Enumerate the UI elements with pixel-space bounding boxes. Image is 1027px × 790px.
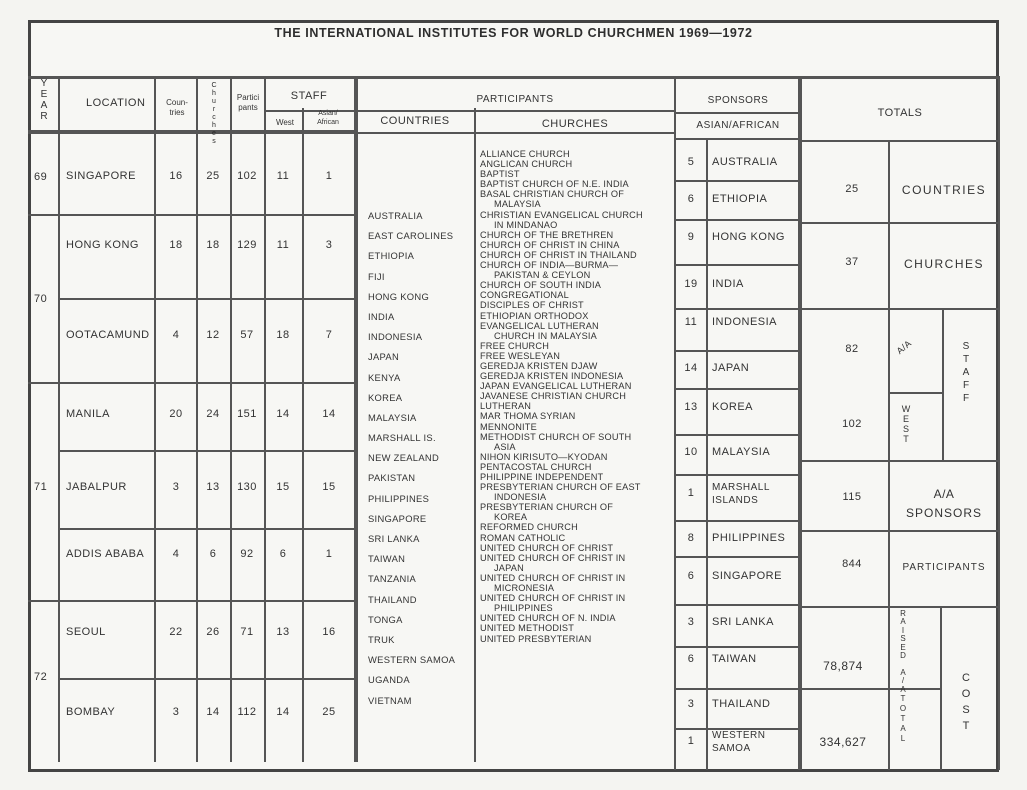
sponsor-count: 6	[687, 193, 695, 205]
church-item: NIHON KIRISUTO—KYODAN	[480, 451, 608, 462]
grid-line	[800, 76, 802, 770]
country-item: PHILIPPINES	[368, 492, 430, 504]
total-countries-value: 25	[845, 183, 859, 195]
total-churches-value: 37	[845, 256, 859, 268]
institute-west-staff: 13	[276, 626, 290, 638]
sponsor-country: AUSTRALIA	[712, 156, 778, 168]
church-item: ASIA	[494, 441, 516, 452]
country-item: JAPAN	[368, 351, 400, 363]
country-item: FIJI	[368, 270, 385, 282]
country-item: HONG KONG	[368, 290, 430, 302]
sponsor-count: 9	[687, 231, 695, 243]
year-header: Y E A R	[40, 78, 48, 122]
institute-west-staff: 15	[276, 481, 290, 493]
grid-line	[800, 460, 999, 462]
aa-staff-label: A/A	[894, 338, 914, 356]
grid-line	[888, 140, 890, 770]
church-item: JAVANESE CHRISTIAN CHURCH	[480, 391, 627, 402]
grid-line	[28, 600, 354, 602]
participants-header-line1: Partici	[236, 93, 260, 102]
church-item: FREE CHURCH	[480, 340, 550, 351]
staff-header: STAFF	[290, 90, 328, 102]
church-item: ETHIOPIAN ORTHODOX	[480, 310, 589, 321]
institute-west-staff: 6	[279, 548, 287, 560]
total-aa-staff-value: 82	[845, 343, 859, 355]
country-item: MARSHALL IS.	[368, 432, 436, 444]
church-item: MENNONITE	[480, 421, 537, 432]
grid-line	[706, 138, 708, 770]
sponsor-country: HONG KONG	[712, 231, 785, 243]
sponsors-label-line1: A/A	[933, 487, 955, 501]
institute-countries: 22	[169, 626, 183, 638]
country-item: EAST CAROLINES	[368, 230, 454, 242]
document-title: THE INTERNATIONAL INSTITUTES FOR WORLD CHURCHMEN 1969—1972	[274, 26, 753, 40]
church-item: CHURCH OF CHRIST IN THAILAND	[480, 249, 637, 260]
church-item: CHURCH OF INDIA—BURMA—	[480, 260, 619, 271]
year-label: 69	[34, 171, 48, 183]
grid-line	[800, 222, 999, 224]
grid-line	[674, 138, 800, 140]
total-participants-label: PARTICIPANTS	[902, 562, 986, 573]
church-item: UNITED PRESBYTERIAN	[480, 633, 592, 644]
asian-african-header: ASIAN/AFRICAN	[696, 120, 780, 131]
year-label: 70	[34, 293, 48, 305]
church-item: CHURCH IN MALAYSIA	[494, 330, 597, 341]
church-item: MICRONESIA	[494, 583, 555, 594]
sponsor-country: THAILAND	[712, 698, 771, 710]
institute-churches: 26	[206, 626, 220, 638]
institute-location: BOMBAY	[66, 706, 116, 718]
total-sponsors-value: 115	[842, 491, 862, 503]
sponsor-country: PHILIPPINES	[712, 532, 786, 544]
grid-line	[674, 688, 800, 690]
church-item: GEREDJA KRISTEN INDONESIA	[480, 371, 624, 382]
institute-participants: 102	[237, 170, 257, 182]
grid-line	[58, 678, 354, 680]
institute-location: SEOUL	[66, 626, 106, 638]
countries-col-header: COUNTRIES	[380, 115, 450, 127]
institute-countries: 4	[172, 548, 180, 560]
countries-header-line1: Coun-	[166, 98, 188, 107]
church-item: UNITED CHURCH OF CHRIST IN	[480, 593, 626, 604]
country-item: ETHIOPIA	[368, 250, 415, 262]
country-item: MALAYSIA	[368, 411, 417, 423]
total-west-staff-value: 102	[842, 418, 862, 430]
grid-line	[154, 76, 156, 762]
grid-line	[674, 350, 800, 352]
institute-asian-staff: 15	[322, 481, 336, 493]
country-item: KOREA	[368, 391, 403, 403]
churches-list	[480, 149, 643, 644]
grid-line	[302, 108, 304, 762]
country-item: VIETNAM	[368, 694, 412, 706]
institute-asian-staff: 1	[325, 170, 333, 182]
sponsor-count: 19	[684, 278, 698, 290]
church-item: DISCIPLES OF CHRIST	[480, 300, 584, 311]
institute-west-staff: 11	[276, 170, 290, 182]
participants-group-header: PARTICIPANTS	[476, 94, 554, 105]
institute-churches: 6	[209, 548, 217, 560]
institute-participants: 92	[240, 548, 254, 560]
sponsor-count: 11	[684, 316, 698, 328]
cost-label: C O S T	[961, 672, 971, 732]
institute-west-staff: 18	[276, 329, 290, 341]
total-cost-value: 334,627	[819, 735, 867, 749]
countries-list	[368, 210, 455, 715]
sponsor-country: TAIWAN	[712, 653, 757, 665]
institute-churches: 25	[206, 170, 220, 182]
sponsor-count: 3	[687, 616, 695, 628]
grid-line	[800, 140, 999, 142]
sponsor-count: 14	[684, 362, 698, 374]
church-item: IN MINDANAO	[494, 219, 558, 230]
country-item: UGANDA	[368, 674, 410, 686]
institute-churches: 12	[206, 329, 220, 341]
church-item: ANGLICAN CHURCH	[480, 159, 573, 170]
church-item: INDONESIA	[494, 492, 547, 503]
country-item: TANZANIA	[368, 573, 417, 585]
church-item: PAKISTAN & CEYLON	[494, 270, 591, 281]
church-item: FREE WESLEYAN	[480, 350, 561, 361]
grid-line	[28, 130, 354, 132]
sponsor-country: SRI LANKA	[712, 616, 774, 628]
church-item: BAPTIST	[480, 169, 520, 180]
grid-line	[674, 520, 800, 522]
sponsors-label-line2: SPONSORS	[905, 506, 982, 520]
sponsor-country: SINGAPORE	[712, 570, 782, 582]
church-item: JAPAN EVANGELICAL LUTHERAN	[480, 381, 632, 392]
sponsor-count: 6	[687, 570, 695, 582]
country-item: TONGA	[368, 613, 403, 625]
staff-label: S T A F F	[962, 341, 970, 404]
grid-line	[28, 76, 999, 79]
year-label: 71	[34, 481, 48, 493]
church-item: JAPAN	[494, 562, 524, 573]
church-item: CHURCH OF CHRIST IN CHINA	[480, 239, 620, 250]
sponsor-count: 1	[687, 735, 695, 747]
year-label: 72	[34, 671, 48, 683]
church-item: MAR THOMA SYRIAN	[480, 411, 576, 422]
church-item: MALAYSIA	[494, 199, 541, 210]
church-item: ALLIANCE CHURCH	[480, 149, 570, 159]
grid-line	[800, 606, 999, 608]
institute-countries: 16	[169, 170, 183, 182]
institute-asian-staff: 16	[322, 626, 336, 638]
sponsor-country: MALAYSIA	[712, 446, 771, 458]
asian-header-line1: Asian/	[318, 110, 338, 117]
church-item: KOREA	[494, 512, 528, 523]
grid-line	[800, 530, 999, 532]
institute-location: SINGAPORE	[66, 170, 136, 182]
grid-line	[942, 310, 944, 460]
sponsor-country: KOREA	[712, 401, 754, 413]
institute-asian-staff: 1	[325, 548, 333, 560]
countries-header-line2: tries	[169, 108, 185, 117]
institute-countries: 3	[172, 481, 180, 493]
grid-line	[674, 556, 800, 558]
church-item: UNITED CHURCH OF CHRIST IN	[480, 552, 626, 563]
institute-location: HONG KONG	[66, 239, 139, 251]
institute-asian-staff: 25	[322, 706, 336, 718]
institute-participants: 57	[240, 329, 254, 341]
church-item: CONGREGATIONAL	[480, 290, 569, 301]
total-participants-value: 844	[842, 558, 862, 570]
country-item: WESTERN SAMOA	[368, 654, 456, 666]
country-item: INDIA	[368, 310, 395, 322]
sponsor-count: 6	[687, 653, 695, 665]
institute-participants: 151	[237, 408, 257, 420]
asian-header-line2: African	[317, 119, 339, 126]
institute-west-staff: 14	[276, 706, 290, 718]
grid-line	[58, 450, 354, 452]
institute-location: JABALPUR	[66, 481, 127, 493]
churches-header: C h u r c h e s	[211, 82, 217, 145]
church-item: EVANGELICAL LUTHERAN	[480, 320, 599, 331]
institute-location: ADDIS ABABA	[66, 548, 145, 560]
grid-line	[58, 528, 354, 530]
institute-asian-staff: 3	[325, 239, 333, 251]
sponsor-country: JAPAN	[712, 362, 750, 374]
institute-countries: 4	[172, 329, 180, 341]
sponsor-count: 13	[684, 401, 698, 413]
institute-churches: 14	[206, 706, 220, 718]
sponsors-header: SPONSORS	[707, 95, 769, 106]
church-item: PRESBYTERIAN CHURCH OF EAST	[480, 482, 641, 493]
country-item: SRI LANKA	[368, 533, 420, 544]
church-item: CHRISTIAN EVANGELICAL CHURCH	[480, 209, 643, 220]
institute-west-staff: 14	[276, 408, 290, 420]
institute-countries: 3	[172, 706, 180, 718]
grid-line	[28, 382, 354, 384]
church-item: REFORMED CHURCH	[480, 522, 578, 533]
grid-line	[28, 214, 354, 216]
church-item: GEREDJA KRISTEN DJAW	[480, 360, 598, 371]
country-item: TRUK	[368, 633, 395, 645]
totals-header: TOTALS	[877, 107, 923, 119]
grid-line	[474, 108, 476, 762]
country-item: KENYA	[368, 371, 401, 383]
sponsor-country: ETHIOPIA	[712, 193, 768, 205]
west-header: West	[275, 118, 295, 127]
raised-aa-label: R A I S E D A / A	[900, 609, 906, 694]
country-item: INDONESIA	[368, 331, 423, 343]
church-item: CHURCH OF SOUTH INDIA	[480, 280, 602, 291]
church-item: LUTHERAN	[480, 401, 532, 412]
west-staff-label: W E S T	[901, 404, 911, 444]
institute-participants: 112	[237, 706, 257, 718]
grid-line	[800, 688, 940, 690]
institute-churches: 24	[206, 408, 220, 420]
country-item: SINGAPORE	[368, 512, 427, 524]
grid-line	[356, 76, 358, 762]
grid-line	[60, 298, 354, 300]
church-item: METHODIST CHURCH OF SOUTH	[480, 431, 632, 442]
sponsor-count: 3	[687, 698, 695, 710]
institute-churches: 13	[206, 481, 220, 493]
sponsor-count: 10	[684, 446, 698, 458]
grid-line	[28, 132, 674, 134]
church-item: UNITED CHURCH OF CHRIST	[480, 542, 614, 553]
institute-west-staff: 11	[276, 239, 290, 251]
participants-header-line2: pants	[238, 103, 258, 112]
grid-line	[998, 76, 1000, 770]
sponsor-count: 5	[687, 156, 695, 168]
sponsor-country: WESTERN SAMOA	[712, 730, 766, 754]
grid-line	[676, 112, 800, 114]
grid-line	[674, 474, 800, 476]
institute-asian-staff: 14	[322, 408, 336, 420]
sponsor-country: MARSHALL ISLANDS	[712, 482, 770, 506]
country-item: THAILAND	[368, 593, 417, 605]
church-item: PHILIPPINES	[494, 603, 553, 614]
location-header: LOCATION	[86, 97, 146, 109]
institute-location: MANILA	[66, 408, 110, 420]
grid-line	[58, 76, 60, 762]
country-item: TAIWAN	[368, 553, 406, 565]
church-item: UNITED CHURCH OF CHRIST IN	[480, 572, 626, 583]
country-item: AUSTRALIA	[368, 210, 423, 221]
church-item: PRESBYTERIAN CHURCH OF	[480, 502, 614, 513]
sponsor-count: 8	[687, 532, 695, 544]
grid-line	[674, 308, 800, 310]
church-item: ROMAN CATHOLIC	[480, 532, 566, 543]
institute-location: OOTACAMUND	[66, 329, 150, 341]
grid-line	[674, 219, 800, 221]
grid-line	[356, 110, 674, 112]
grid-line	[674, 646, 800, 648]
grid-line	[940, 606, 942, 770]
total-countries-label: COUNTRIES	[901, 183, 987, 197]
church-item: UNITED CHURCH OF N. INDIA	[480, 613, 616, 624]
sponsor-count: 1	[687, 487, 695, 499]
church-item: PHILIPPINE INDEPENDENT	[480, 472, 604, 482]
grid-line	[674, 434, 800, 436]
churches-col-header: CHURCHES	[541, 118, 609, 130]
total-churches-label: CHURCHES	[903, 257, 984, 271]
church-item: CHURCH OF THE BRETHREN	[480, 229, 614, 240]
grid-line	[674, 264, 800, 266]
institute-participants: 130	[237, 481, 257, 493]
church-item: PENTACOSTAL CHURCH	[480, 461, 592, 472]
grid-line	[888, 392, 942, 394]
institute-asian-staff: 7	[325, 329, 333, 341]
grid-line	[800, 308, 999, 310]
country-item: NEW ZEALAND	[368, 452, 440, 464]
grid-line	[674, 180, 800, 182]
sponsor-country: INDONESIA	[712, 316, 778, 328]
institute-churches: 18	[206, 239, 220, 251]
raised-aa-value: 78,874	[823, 659, 863, 673]
church-item: UNITED METHODIST	[480, 623, 575, 634]
church-item: BASAL CHRISTIAN CHURCH OF	[480, 189, 625, 200]
total-label: T O T A L	[899, 694, 907, 743]
institute-countries: 18	[169, 239, 183, 251]
grid-line	[674, 604, 800, 606]
grid-line	[674, 388, 800, 390]
sponsor-country: INDIA	[712, 278, 744, 290]
church-item: BAPTIST CHURCH OF N.E. INDIA	[480, 179, 629, 190]
institute-countries: 20	[169, 408, 183, 420]
country-item: PAKISTAN	[368, 472, 416, 484]
institute-participants: 129	[237, 239, 257, 251]
institute-participants: 71	[240, 626, 254, 638]
